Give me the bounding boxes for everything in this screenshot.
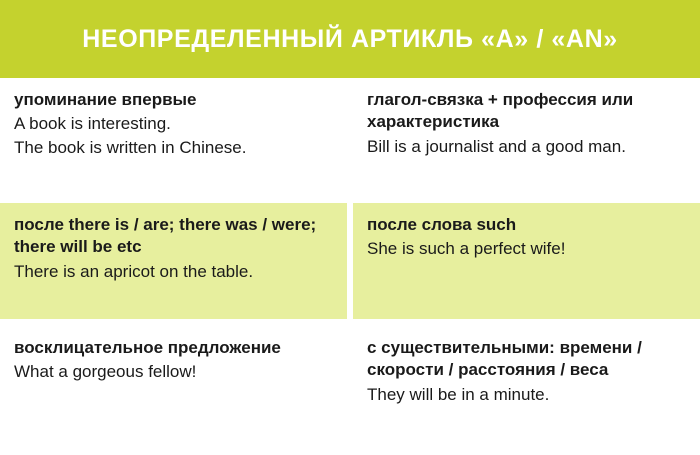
rule-text: с существительными: времени / скорости / расстояния / веса — [367, 338, 642, 380]
rule-card-there-is-are — [0, 203, 347, 319]
rule-text: восклицательное предложение — [14, 338, 281, 357]
row-divider — [0, 196, 347, 203]
rule-card-after-such — [353, 203, 700, 319]
rule-card-nouns-time-speed-distance-weight — [353, 326, 700, 455]
example-text: She is such a perfect wife! — [367, 239, 566, 259]
rules-column-left — [0, 78, 347, 455]
row-divider — [353, 196, 700, 203]
rule-text: глагол-связка + профессия или характеристика — [367, 90, 634, 132]
rule-text: упоминание впервые — [14, 90, 197, 109]
rule-text: после слова such — [367, 215, 517, 234]
rule-card-linking-verb-profession — [353, 78, 700, 196]
rules-column-right — [353, 78, 700, 455]
row-divider — [0, 319, 347, 326]
row-divider — [353, 319, 700, 326]
example-text: The book is written in Chinese. — [14, 138, 247, 158]
example-text: What a gorgeous fellow! — [14, 362, 197, 382]
poster-header — [0, 0, 700, 78]
example-text: There is an apricot on the table. — [14, 261, 254, 281]
example-text: Bill is a journalist and a good man. — [367, 136, 626, 156]
page-title: НЕОПРЕДЕЛЕННЫЙ АРТИКЛЬ «A» / «AN» — [82, 24, 618, 53]
rules-grid — [0, 78, 700, 455]
rule-card-first-mention — [0, 78, 347, 196]
example-text: They will be in a minute. — [367, 384, 550, 404]
rule-text: после there is / are; there was / were; there will be etc — [14, 215, 317, 257]
example-text: A book is interesting. — [14, 114, 171, 134]
rule-card-exclamatory-sentence — [0, 326, 347, 455]
